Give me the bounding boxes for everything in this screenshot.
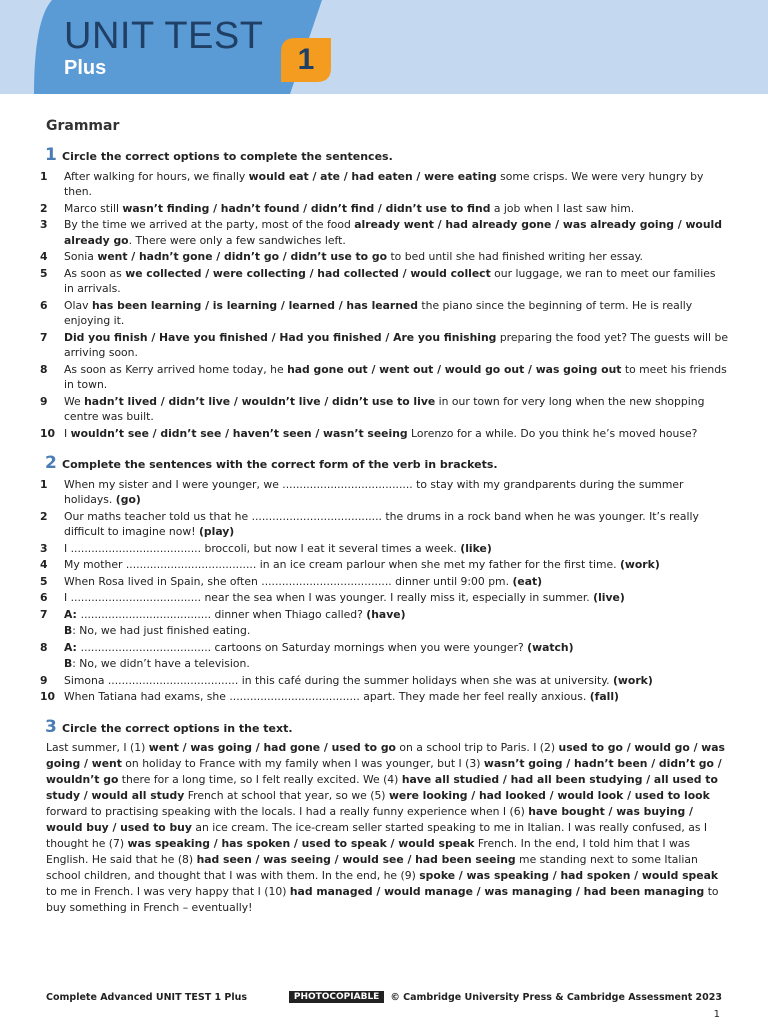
answer-options: already went / had already gone / was already going / would already go xyxy=(64,218,722,247)
sentence-text: the piano since the beginning of term. He is really enjoying it. xyxy=(64,298,693,327)
exercise-number: 2 xyxy=(45,453,57,473)
sentence-text: When my sister and I were younger, we ...................................... to stay with my grandparents during the summer holidays. xyxy=(64,477,684,506)
sentence-text: Sonia xyxy=(64,250,98,263)
item-number: 2 xyxy=(40,509,48,523)
item-number: 8 xyxy=(40,362,48,376)
answer-options: we collected / were collecting / had collected / would collect xyxy=(125,266,491,280)
exercise-3-header xyxy=(40,718,728,737)
item-number: 9 xyxy=(40,673,48,687)
sentence-text: French. In the end, I told him that I was English. He said that he (8) xyxy=(46,837,691,866)
exercise-instruction: Circle the correct options in the text. xyxy=(62,721,293,735)
exercise-item xyxy=(40,298,728,329)
item-text xyxy=(64,249,728,265)
sentence-text: I xyxy=(64,426,71,440)
exercise-item xyxy=(40,217,728,248)
item-text xyxy=(64,656,728,672)
sentence-text: French at school that year, so we (5) xyxy=(184,789,389,802)
sentence-text: to buy something in French – eventually! xyxy=(46,885,719,914)
answer-options: (fall) xyxy=(589,690,619,703)
answer-options: wasn’t finding / hadn’t found / didn’t find / didn’t use to find xyxy=(122,201,491,215)
answer-options: (play) xyxy=(198,525,235,538)
exercise-1-header xyxy=(40,146,728,165)
sentence-text: As soon as xyxy=(64,266,126,280)
sentence-text: ...................................... dinner when Thiago called? xyxy=(80,607,367,621)
exercise-item xyxy=(40,689,728,705)
answer-options: went / hadn’t gone / didn’t go / didn’t use to go xyxy=(97,250,388,263)
item-text xyxy=(64,169,728,200)
item-number: 2 xyxy=(40,201,48,215)
answer-options: had managed / would manage / was managing / had been managing xyxy=(289,885,705,898)
sentence-text: As soon as Kerry arrived home today, he xyxy=(64,362,288,376)
item-text xyxy=(64,362,728,393)
sentence-text: our luggage, we ran to meet our families in arrivals. xyxy=(64,266,716,295)
answer-options: was speaking / has spoken / used to speak / would speak xyxy=(127,837,475,850)
sentence-text: When Tatiana had exams, she ...................................... apart. They made her feel really anxious. xyxy=(64,690,590,703)
item-number: 9 xyxy=(40,394,48,408)
test-content xyxy=(40,142,728,916)
exercise-item xyxy=(40,509,728,540)
exercise-item xyxy=(40,673,728,689)
item-number: 3 xyxy=(40,541,48,555)
answer-options: (like) xyxy=(460,541,492,555)
answer-options: had gone out / went out / would go out / was going out xyxy=(287,362,622,376)
item-number: 7 xyxy=(40,330,48,344)
answer-options: (work) xyxy=(613,673,653,687)
section-heading: Grammar xyxy=(46,118,120,134)
item-text xyxy=(64,394,728,425)
answer-options: A: xyxy=(64,607,81,621)
answer-options: (live) xyxy=(593,591,625,604)
exercise-number: 3 xyxy=(45,716,57,737)
exercise-item xyxy=(40,201,728,217)
sentence-text: in our town for very long when the new shopping centre was built. xyxy=(64,394,705,423)
sentence-text: some crisps. We were very hungry by then. xyxy=(64,169,704,198)
exercise-item xyxy=(40,266,728,297)
item-text xyxy=(64,266,728,297)
sentence-text: there for a long time, so I felt really excited. We (4) xyxy=(118,773,402,786)
answer-options: have bought / was buying / would buy / used to buy xyxy=(46,805,693,834)
item-number: 1 xyxy=(40,169,48,183)
sentence-text: Lorenzo for a while. Do you think he’s moved house? xyxy=(407,426,698,440)
exercise-item xyxy=(40,477,728,508)
exercise-2-header xyxy=(40,454,728,473)
sentence-text: me standing next to some Italian school children, and thought that I was with them. In the end, he (9) xyxy=(46,853,698,882)
item-number xyxy=(40,623,64,639)
sentence-text: preparing the food yet? The guests will be arriving soon. xyxy=(64,330,728,359)
exercise-item xyxy=(40,574,728,590)
sentence-text: to bed until she had finished writing her essay. xyxy=(387,250,643,263)
exercise-item xyxy=(40,169,728,200)
sentence-text: to me in French. I was very happy that I (10) xyxy=(46,885,290,898)
sentence-text: an ice cream. The ice-cream seller started speaking to me in Italian. I was really confused, as I thought he (7) xyxy=(46,821,708,850)
answer-options: (work) xyxy=(619,558,660,571)
item-text xyxy=(64,689,728,705)
sentence-text: ...................................... cartoons on Saturday mornings when you were younger? xyxy=(80,640,528,654)
page-header xyxy=(0,0,768,94)
sentence-text: By the time we arrived at the party, most of the food xyxy=(64,218,355,231)
answer-options: wasn’t going / hadn’t been / didn’t go / wouldn’t go xyxy=(46,757,722,786)
exercise-item xyxy=(40,607,728,623)
answer-options: spoke / was speaking / had spoken / would speak xyxy=(419,869,719,882)
unit-test-title: UNIT TEST xyxy=(64,15,264,57)
exercise-3-text xyxy=(40,740,728,916)
item-text xyxy=(64,541,728,557)
item-text xyxy=(64,673,728,689)
answer-options: Did you finish / Have you finished / Had you finished / Are you finishing xyxy=(64,330,497,344)
exercise-item xyxy=(40,426,728,442)
page-number: 1 xyxy=(713,1009,720,1020)
sentence-text: We xyxy=(64,394,85,408)
item-text xyxy=(64,557,728,573)
copyright-text: © Cambridge University Press & Cambridge Assessment 2023 xyxy=(390,991,722,1003)
item-text xyxy=(64,574,728,590)
exercise-1-items xyxy=(40,169,728,442)
exercise-item xyxy=(40,541,728,557)
exercise-instruction: Complete the sentences with the correct form of the verb in brackets. xyxy=(62,458,498,471)
item-number: 4 xyxy=(40,250,48,263)
item-text xyxy=(64,201,728,217)
answer-options: B xyxy=(64,624,73,637)
exercise-2-items xyxy=(40,477,728,705)
item-number: 7 xyxy=(40,607,48,621)
item-number: 10 xyxy=(40,426,56,440)
item-text xyxy=(64,607,728,623)
item-text xyxy=(64,426,728,442)
sentence-text: : No, we had just finished eating. xyxy=(72,624,251,637)
item-number: 8 xyxy=(40,640,48,654)
sentence-text: on holiday to France with my family when I was younger, but I (3) xyxy=(121,757,484,770)
answer-options: went / was going / had gone / used to go xyxy=(148,741,396,754)
sentence-text: Marco still xyxy=(64,201,123,215)
photocopiable-label: PHOTOCOPIABLE xyxy=(289,991,384,1003)
sentence-text: When Rosa lived in Spain, she often ...................................... dinner until 9:00 pm. xyxy=(64,574,513,588)
sentence-text: on a school trip to Paris. I (2) xyxy=(395,741,559,754)
sentence-text: . There were only a few sandwiches left. xyxy=(128,233,346,247)
item-number: 6 xyxy=(40,298,48,312)
exercise-instruction: Circle the correct options to complete the sentences. xyxy=(62,150,393,163)
answer-options: A: xyxy=(64,640,81,654)
sentence-text: After walking for hours, we finally xyxy=(64,169,249,183)
answer-options: used to go / would go / was going / went xyxy=(46,741,725,770)
answer-options: would eat / ate / had eaten / were eating xyxy=(248,169,497,183)
sentence-text: My mother ...................................... in an ice cream parlour when she met my father for the first time. xyxy=(64,558,620,571)
sentence-text: Simona ...................................... in this café during the summer holidays when she was at university. xyxy=(64,673,613,687)
answer-options: (go) xyxy=(115,493,141,506)
exercise-item xyxy=(40,394,728,425)
exercise-item xyxy=(40,330,728,361)
item-text xyxy=(64,640,728,656)
exercise-number: 1 xyxy=(45,145,57,165)
answer-options: (watch) xyxy=(527,640,574,654)
answer-options: hadn’t lived / didn’t live / wouldn’t live / didn’t use to live xyxy=(84,394,436,408)
unit-number: 1 xyxy=(297,43,315,76)
sentence-text: Olav xyxy=(64,298,92,312)
item-number: 6 xyxy=(40,591,48,604)
item-number: 5 xyxy=(40,266,48,280)
item-text xyxy=(64,298,728,329)
item-number: 5 xyxy=(40,574,48,588)
sentence-text: Our maths teacher told us that he ...................................... the drums in a rock band when he was younger. It’s really difficult to imagine now! xyxy=(64,509,699,538)
item-number xyxy=(40,656,64,672)
item-text xyxy=(64,509,728,540)
answer-options: have all studied / had all been studying / all used to study / would all study xyxy=(46,773,718,802)
answer-options: were looking / had looked / would look / used to look xyxy=(388,789,710,802)
answer-options: wouldn’t see / didn’t see / haven’t seen / wasn’t seeing xyxy=(70,426,408,440)
answer-options: B xyxy=(64,657,73,670)
exercise-item xyxy=(40,557,728,573)
sentence-text: I ...................................... broccoli, but now I eat it several times a week. xyxy=(64,541,461,555)
exercise-item-response xyxy=(40,623,728,639)
item-text xyxy=(64,330,728,361)
item-text xyxy=(64,477,728,508)
sentence-text: : No, we didn’t have a television. xyxy=(72,657,250,670)
exercise-item-response xyxy=(40,656,728,672)
exercise-item xyxy=(40,640,728,656)
item-text xyxy=(64,623,728,639)
exercise-item xyxy=(40,249,728,265)
footer-book-title: Complete Advanced UNIT TEST 1 Plus xyxy=(46,992,248,1003)
item-text xyxy=(64,217,728,248)
item-number: 10 xyxy=(40,690,56,703)
unit-test-subtitle: Plus xyxy=(64,57,107,79)
sentence-text: to meet his friends in town. xyxy=(64,362,727,391)
sentence-text: I ...................................... near the sea when I was younger. I really miss it, especially in summer. xyxy=(64,591,594,604)
answer-options: has been learning / is learning / learned / has learned xyxy=(91,298,418,312)
answer-options: (have) xyxy=(366,607,406,621)
sentence-text: Last summer, I (1) xyxy=(46,741,149,754)
footer-copyright-block xyxy=(289,991,722,1003)
item-number: 4 xyxy=(40,558,48,571)
item-number: 1 xyxy=(40,477,48,491)
sentence-text: a job when I last saw him. xyxy=(490,201,635,215)
item-number: 3 xyxy=(40,218,48,231)
item-text xyxy=(64,590,728,606)
exercise-item xyxy=(40,362,728,393)
answer-options: (eat) xyxy=(512,574,543,588)
answer-options: had seen / was seeing / would see / had been seeing xyxy=(196,853,516,866)
sentence-text: forward to practising speaking with the locals. I had a really funny experience when I (6) xyxy=(46,805,529,818)
exercise-item xyxy=(40,590,728,606)
